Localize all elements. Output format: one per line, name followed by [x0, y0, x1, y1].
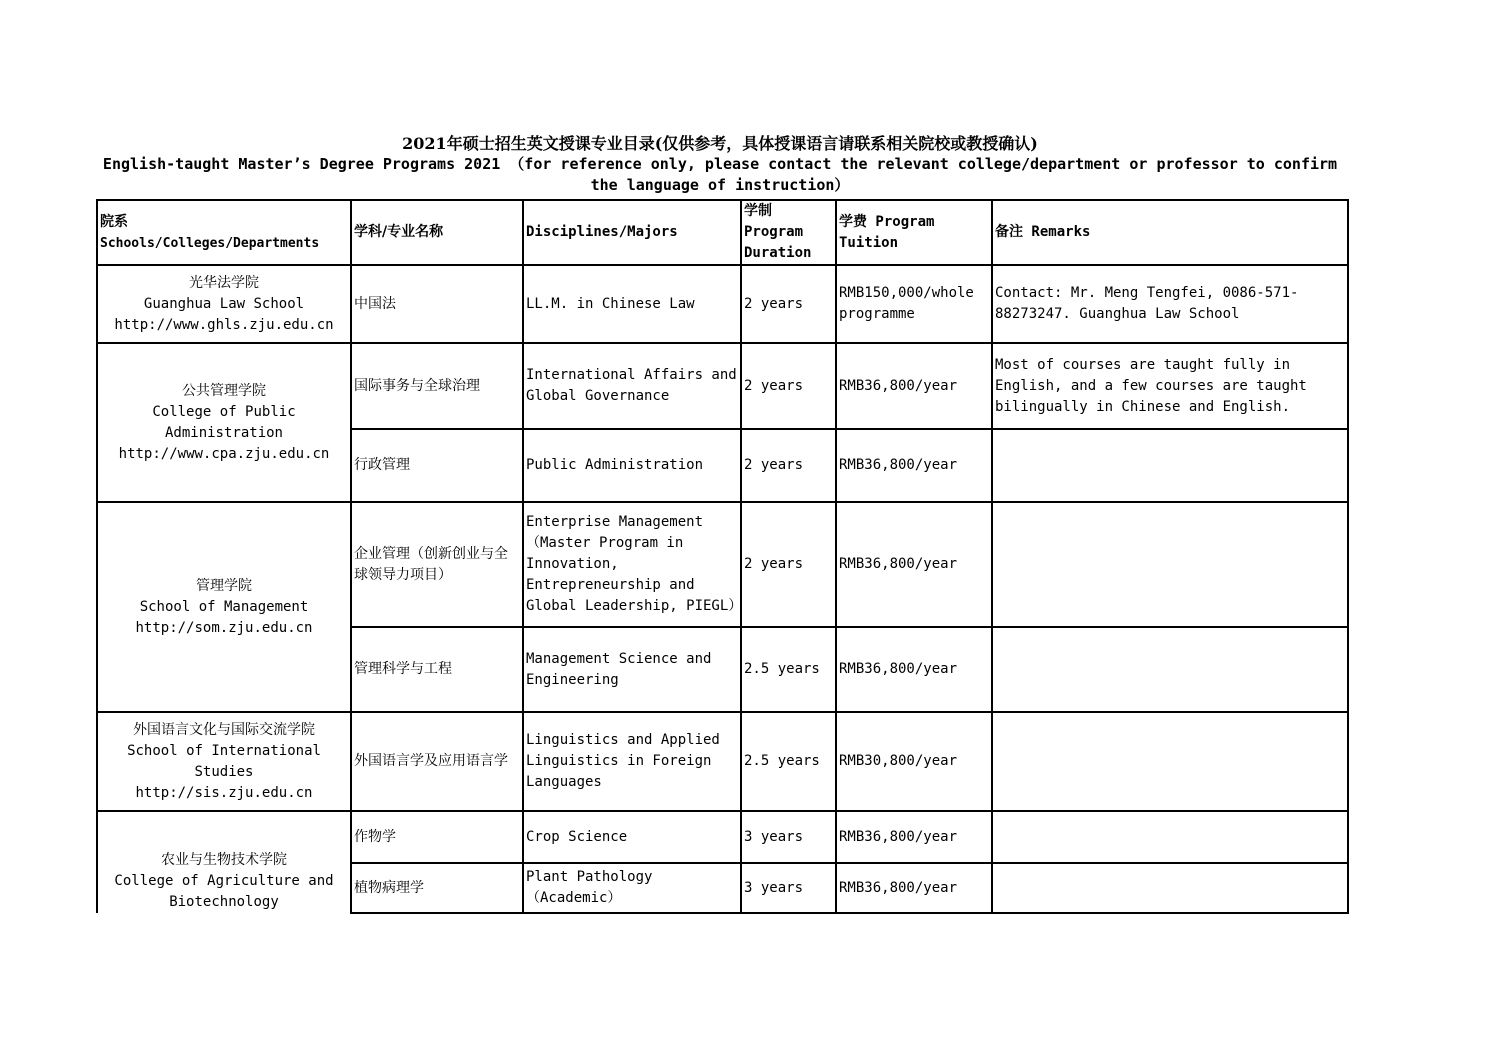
major-cn: 植物病理学	[351, 863, 523, 913]
major-en: Management Science and Engineering	[523, 627, 741, 712]
remarks	[992, 811, 1348, 863]
tuition: RMB36,800/year	[836, 343, 992, 429]
school-name-en: School of International Studies	[127, 742, 321, 780]
remarks	[992, 863, 1348, 913]
school-name-cn: 管理学院	[196, 577, 252, 594]
header-row	[97, 200, 1348, 265]
school-cell	[97, 265, 351, 343]
remarks	[992, 712, 1348, 811]
title-english: English-taught Master’s Degree Programs 2021 （for reference only, please contact the relevant college/department or professor to confirm the language of instruction）	[102, 155, 1338, 194]
school-name-cn: 公共管理学院	[182, 382, 266, 399]
major-en: Linguistics and Applied Linguistics in Foreign Languages	[523, 712, 741, 811]
tuition: RMB36,800/year	[836, 863, 992, 913]
table-row	[97, 502, 1348, 627]
major-en: Crop Science	[523, 811, 741, 863]
header-school-en: Schools/Colleges/Departments	[100, 235, 320, 251]
school-cell	[97, 343, 351, 502]
major-en: Enterprise Management （Master Program in Innovation, Entrepreneurship and Global Leadership, PIEGL）	[523, 502, 741, 627]
school-name-en: Guanghua Law School	[143, 295, 305, 312]
major-en: Public Administration	[523, 429, 741, 502]
school-name-cn: 外国语言文化与国际交流学院	[133, 721, 315, 738]
school-url: http://som.zju.edu.cn	[135, 619, 313, 636]
header-tuition: 学费 Program Tuition	[836, 200, 992, 265]
table-row	[97, 712, 1348, 811]
school-name-cn: 光华法学院	[189, 274, 259, 291]
school-name-en: College of Public Administration	[152, 403, 296, 441]
major-cn: 管理科学与工程	[351, 627, 523, 712]
school-cell	[97, 712, 351, 811]
tuition: RMB36,800/year	[836, 627, 992, 712]
tuition: RMB36,800/year	[836, 429, 992, 502]
programs-table	[96, 199, 1349, 914]
remarks	[992, 502, 1348, 627]
school-url: http://www.cpa.zju.edu.cn	[118, 445, 330, 462]
duration: 2 years	[741, 429, 836, 502]
header-school	[97, 200, 351, 265]
tuition: RMB150,000/whole programme	[836, 265, 992, 343]
table-row	[97, 811, 1348, 863]
major-en: International Affairs and Global Governance	[523, 343, 741, 429]
major-cn: 行政管理	[351, 429, 523, 502]
header-duration: 学制 Program Duration	[741, 200, 836, 265]
duration: 2.5 years	[741, 627, 836, 712]
remarks	[992, 627, 1348, 712]
duration: 2 years	[741, 343, 836, 429]
duration: 2 years	[741, 502, 836, 627]
header-major-en: Disciplines/Majors	[523, 200, 741, 265]
major-cn: 国际事务与全球治理	[351, 343, 523, 429]
table-row	[97, 343, 1348, 429]
major-cn: 中国法	[351, 265, 523, 343]
duration: 3 years	[741, 811, 836, 863]
major-cn: 外国语言学及应用语言学	[351, 712, 523, 811]
school-url: http://sis.zju.edu.cn	[135, 784, 313, 801]
major-en: LL.M. in Chinese Law	[523, 265, 741, 343]
tuition: RMB30,800/year	[836, 712, 992, 811]
tuition: RMB36,800/year	[836, 811, 992, 863]
header-major-cn: 学科/专业名称	[351, 200, 523, 265]
school-url: http://www.ghls.zju.edu.cn	[114, 316, 334, 333]
major-cn: 企业管理（创新创业与全球领导力项目）	[351, 502, 523, 627]
duration: 2 years	[741, 265, 836, 343]
duration: 2.5 years	[741, 712, 836, 811]
school-cell	[97, 811, 351, 913]
school-name-cn: 农业与生物技术学院	[161, 852, 287, 868]
duration: 3 years	[741, 863, 836, 913]
header-remarks: 备注 Remarks	[992, 200, 1348, 265]
school-cell	[97, 502, 351, 712]
remarks: Contact: Mr. Meng Tengfei, 0086-571-88273247. Guanghua Law School	[992, 265, 1348, 343]
school-name-en: College of Agriculture and Biotechnology	[114, 873, 334, 910]
tuition: RMB36,800/year	[836, 502, 992, 627]
major-cn: 作物学	[351, 811, 523, 863]
title-chinese: 2021年硕士招生英文授课专业目录(仅供参考，具体授课语言请联系相关院校或教授确认)	[402, 134, 1038, 153]
table-row	[97, 265, 1348, 343]
header-school-cn: 院系	[100, 213, 128, 230]
school-name-en: School of Management	[139, 598, 309, 615]
major-en: Plant Pathology （Academic）	[523, 863, 741, 913]
remarks: Most of courses are taught fully in English, and a few courses are taught bilingually in Chinese and English.	[992, 343, 1348, 429]
remarks	[992, 429, 1348, 502]
